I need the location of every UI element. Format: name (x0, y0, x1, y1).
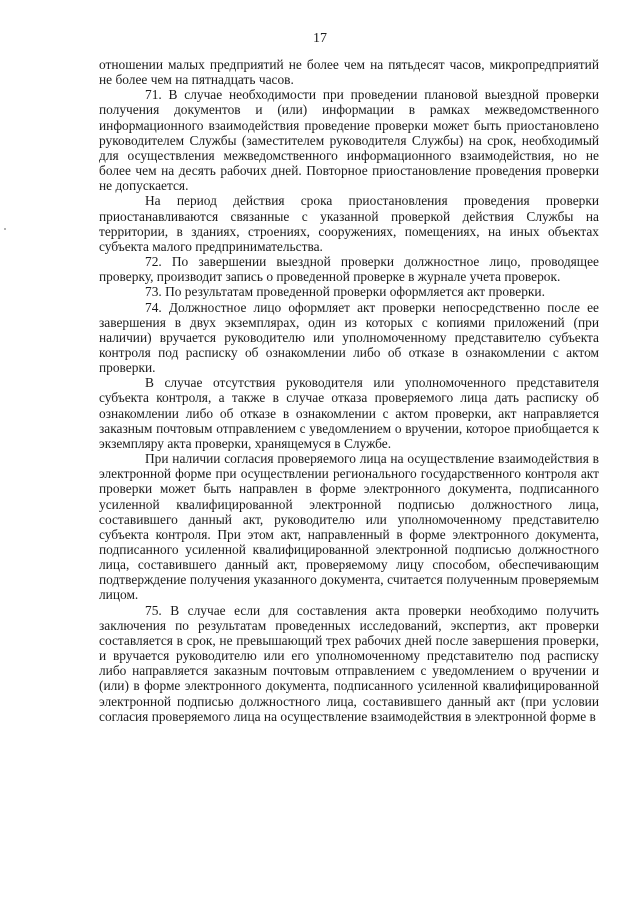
paragraph-72: 72. По завершении выездной проверки должностное лицо, проводящее проверку, производит запись о проведенной проверке в журнале учета проверок. (99, 254, 599, 285)
paragraph-74: 74. Должностное лицо оформляет акт проверки непосредственно после ее завершения в двух экземплярах, один из которых с копиями приложений (при наличии) вручается руководителю или уполномоченному представителю субъекта контроля под расписку об ознакомлении либо об отказе в ознакомлении с актом проверки. (99, 299, 599, 376)
paragraph-electronic-form: При наличии согласия проверяемого лица на осуществление взаимодействия в электронной форме при осуществлении регионального государственного контроля акт проверки может быть направлен в форме электронного документа, подписанного усиленной квалифицированной электронной подписью должностного лица, составившего данный акт, руководителю или уполномоченному представителю субъекта контроля. При этом акт, направленный в форме электронного документа, подписанного усиленной квалифицированной электронной подписью должностного лица, составившего данный акт, проверяемому лицу способом, обеспечивающим подтверждение получения указанного документа, считается полученным проверяемым лицом. (99, 451, 599, 603)
paragraph-71: 71. В случае необходимости при проведении плановой выездной проверки получения документов и (или) информации в рамках межведомственного информационного взаимодействия проведение проверки может быть приостановлено руководителем Службы (заместителем руководителя Службы) на срок, необходимый для осуществления межведомственного информационного взаимодействия, но не более чем на десять рабочих дней. Повторное приостановление проведения проверки не допускается. (99, 87, 599, 194)
paragraph-suspension-period: На период действия срока приостановления проведения проверки приостанавливаются связанные с указанной проверкой действия Службы на территории, в зданиях, строениях, сооружениях, помещениях, на иных объектах субъекта малого предпринимательства. (99, 193, 599, 254)
margin-mark (4, 228, 6, 230)
paragraph-absence-of-representative: В случае отсутствия руководителя или уполномоченного представителя субъекта контроля, а также в случае отказа проверяемого лица дать расписку об ознакомлении либо об отказе в ознакомлении с актом проверки, акт направляется заказным почтовым отправлением с уведомлением о вручении, которое приобщается к экземпляру акта проверки, хранящемуся в Службе. (99, 375, 599, 451)
paragraph-73: 73. По результатам проведенной проверки оформляется акт проверки. (145, 284, 545, 300)
document-body (99, 57, 599, 724)
page-number: 17 (313, 31, 327, 46)
paragraph-continuation: отношении малых предприятий не более чем на пятьдесят часов, микропредприятий не более чем на пятнадцать часов. (99, 57, 599, 88)
paragraph-75: 75. В случае если для составления акта проверки необходимо получить заключения по результатам проведенных исследований, экспертиз, акт проверки составляется в срок, не превышающий трех рабочих дней после завершения проверки, и вручается руководителю или его уполномоченному представителю под расписку либо направляется заказным почтовым отправлением с уведомлением о вручении и (или) в форме электронного документа, подписанного усиленной квалифицированной электронной подписью должностного лица, составившего данный акт (при условии согласия проверяемого лица на осуществление взаимодействия в электронной форме в (99, 602, 599, 724)
